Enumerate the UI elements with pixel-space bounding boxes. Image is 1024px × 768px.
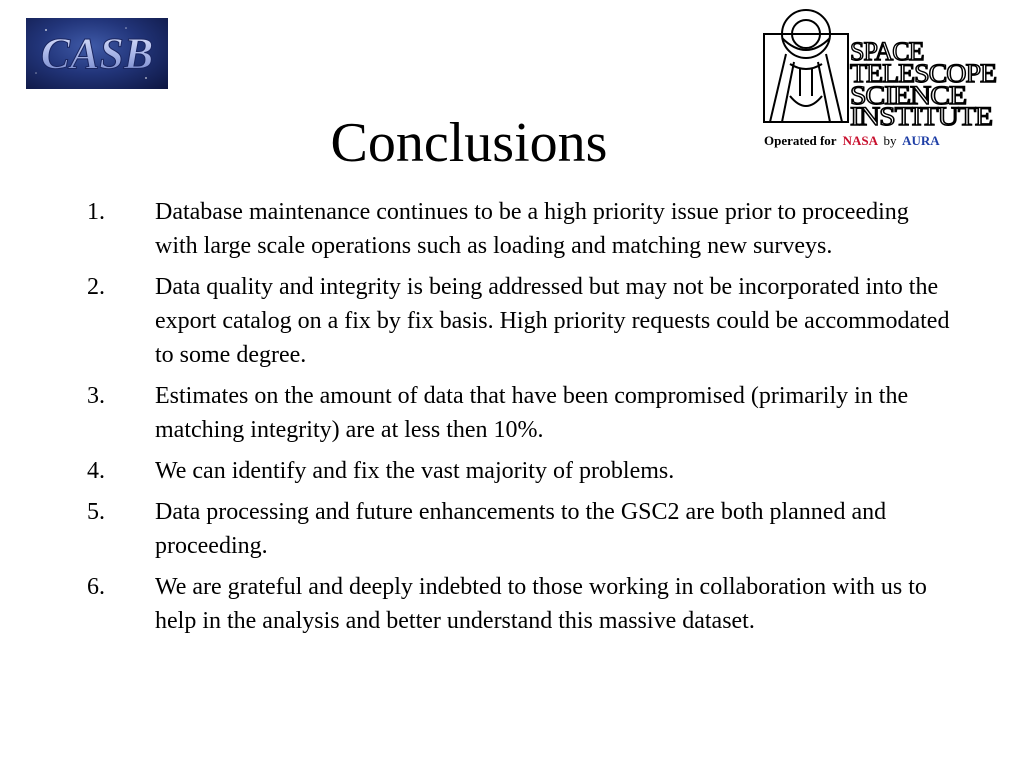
list-item-text: Database maintenance continues to be a high priority issue prior to proceeding with large scale operations such as loading and matching new surveys. xyxy=(155,199,909,259)
casb-logo xyxy=(26,18,168,89)
telescope-icon xyxy=(770,10,842,122)
stsci-line-telescope: TELESCOPE xyxy=(850,59,997,88)
list-item xyxy=(87,379,957,447)
list-item-number: 5. xyxy=(87,499,105,525)
list-item xyxy=(87,495,957,563)
list-item-text: Data processing and future enhancements to the GSC2 are both planned and proceeding. xyxy=(155,499,887,559)
list-item xyxy=(87,570,957,638)
list-item-number: 3. xyxy=(87,383,105,409)
list-item-text: Data quality and integrity is being addressed but may not be incorporated into the export catalog on a fix by fix basis. High priority requests could be accommodated to some degree. xyxy=(155,274,950,368)
stsci-line-space: SPACE xyxy=(850,37,924,66)
stsci-nasa: NASA xyxy=(842,133,878,148)
list-item xyxy=(87,270,957,372)
list-item-text: We are grateful and deeply indebted to those working in collaboration with us to help in the analysis and better understand this massive dataset. xyxy=(155,574,927,634)
stsci-operated-prefix: Operated for xyxy=(764,133,837,148)
list-item-number: 1. xyxy=(87,199,105,225)
conclusions-list xyxy=(87,195,957,645)
list-item xyxy=(87,195,957,263)
list-item-number: 4. xyxy=(87,458,105,484)
stsci-by: by xyxy=(883,133,897,148)
list-item-number: 2. xyxy=(87,274,105,300)
list-item xyxy=(87,454,957,488)
list-item-number: 6. xyxy=(87,574,105,600)
list-item-text: Estimates on the amount of data that have been compromised (primarily in the matching integrity) are at less then 10%. xyxy=(155,383,909,443)
stsci-line-institute: INSTITUTE xyxy=(850,102,993,131)
casb-logo-text: CASB xyxy=(40,29,154,78)
stsci-aura: AURA xyxy=(902,133,940,148)
stsci-line-science: SCIENCE xyxy=(850,81,967,110)
list-item-text: We can identify and fix the vast majority of problems. xyxy=(155,458,675,484)
slide-title: Conclusions xyxy=(330,112,608,174)
